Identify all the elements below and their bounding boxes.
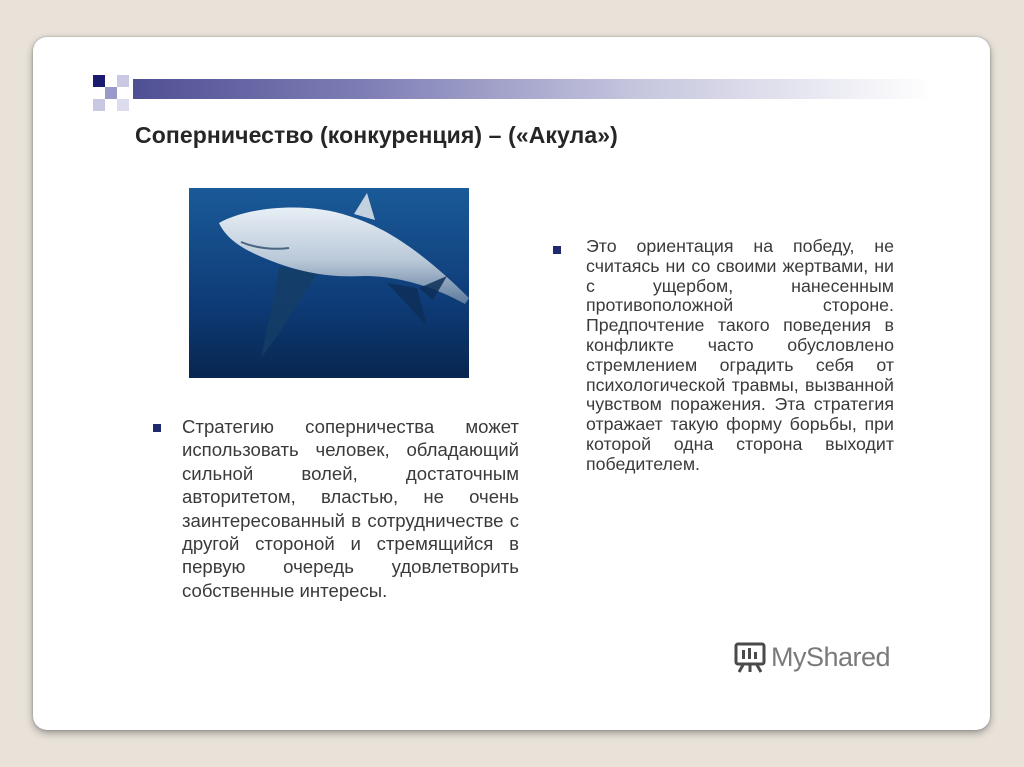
myshared-brand-text: MyShared: [771, 641, 891, 672]
shark-image: [189, 188, 469, 378]
left-bullet-item: [153, 415, 563, 675]
slide-title: Соперничество (конкуренция) – («Акула»): [135, 122, 618, 148]
left-bullet-text: Стратегию соперничества может использовать человек, обладающий сильной волей, достаточным авторитетом, властью, не очень заинтересованный в сотрудничестве с другой стороной и стремящийся в первую очередь удовлетворить собственные интересы.: [182, 416, 519, 601]
square-bullet-icon: [553, 246, 561, 254]
slide: [33, 37, 990, 730]
presentation-board-icon: [733, 640, 767, 674]
right-bullet-item: [553, 237, 933, 557]
right-bullet-text: Это ориентация на победу, не считаясь ни со своими жертвами, ни с ущербом, нанесенным противоположной стороне. Предпочтение такого поведения в конфликте часто обусловлено стремлением оградить себя от психологической травмы, вызванной чувством поражения. Эта стратегия отражает такую форму борьбы, при которой одна сторона выходит победителем.: [586, 236, 894, 474]
square-bullet-icon: [153, 424, 161, 432]
title-gradient-bar: [133, 79, 933, 99]
myshared-watermark: [733, 637, 913, 677]
shark-photo: [189, 188, 469, 378]
